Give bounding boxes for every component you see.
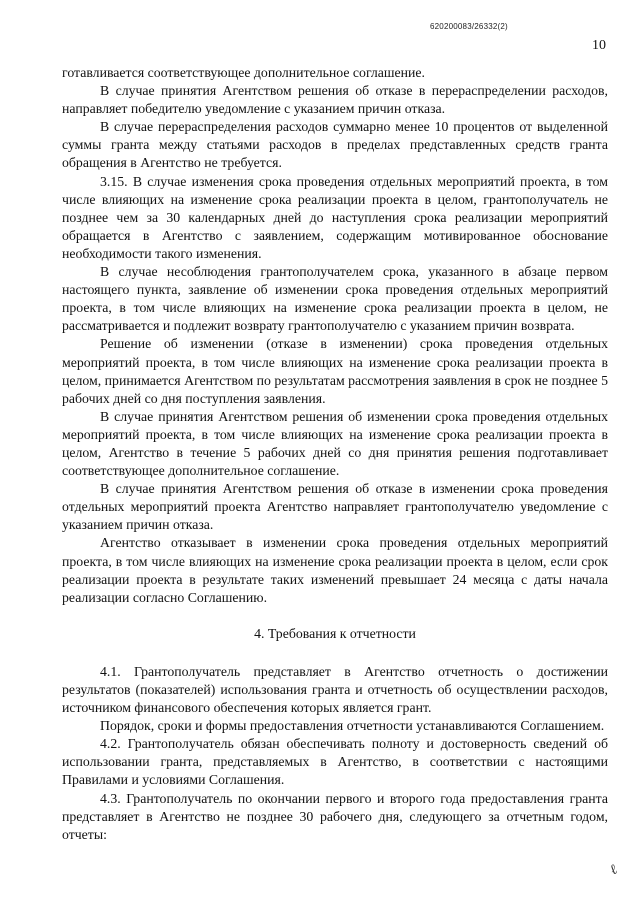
paragraph: Порядок, сроки и формы предоставления отчетности устанавливаются Соглашением.	[100, 718, 605, 734]
paragraph: В случае принятия Агентством решения об отказе в перераспределении расходов, направляет победителю уведомление с указанием причин отказа.	[62, 83, 608, 117]
section-heading: 4. Требования к отчетности	[254, 625, 416, 641]
paragraph: Агентство отказывает в изменении срока проведения отдельных мероприятий проекта, в том числе влияющих на изменение срока реализации проекта в целом, если срок реализации проекта в результате таких изменений превышает 24 месяца с даты начала реализации согласно Соглашению.	[62, 535, 608, 605]
page-number: 10	[592, 38, 606, 53]
handwritten-mark: ℓ	[607, 861, 621, 879]
paragraph: В случае принятия Агентством решения об отказе в изменении срока проведения отдельных мероприятий проекта Агентство направляет грантополучателю уведомление с указанием причин отказа.	[62, 481, 608, 533]
paragraph: В случае перераспределения расходов суммарно менее 10 процентов от выделенной суммы гранта между статьями расходов в пределах представленных средств гранта обращения в Агентство не требуется.	[62, 119, 608, 171]
paragraph: В случае принятия Агентством решения об изменении срока проведения отдельных мероприятий проекта, в том числе влияющих на изменение срока реализации проекта в целом, Агентство в течение 5 рабочих дней со дня принятия решения подготавливает соответствующее дополнительное соглашение.	[62, 408, 608, 479]
paragraph: готавливается соответствующее дополнительное соглашение.	[62, 65, 425, 80]
paragraph: Решение об изменении (отказе в изменении) срока проведения отдельных мероприятий проекта, в том числе влияющих на изменение срока реализации проекта в целом, принимается Агентством по результатам рассмотрения заявления в срок не позднее 5 рабочих дней со дня поступления заявления.	[62, 336, 608, 406]
paragraph-4-2: 4.2. Грантополучатель обязан обеспечивать полноту и достоверность сведений об использовании гранта, представляемых в Агентство, в соответствии с настоящими Правилами и условиями Соглашения.	[62, 736, 608, 788]
paragraph: В случае несоблюдения грантополучателем срока, указанного в абзаце первом настоящего пункта, заявление об изменении срока проведения отдельных мероприятий проекта, в том числе влияющих на изменение срока реализации проекта в целом, не рассматривается и подлежит возврату грантополучателю с указанием причин возврата.	[62, 264, 608, 334]
paragraph-4-1: 4.1. Грантополучатель представляет в Агентство отчетность о достижении результатов (показателей) использования гранта и отчетность об осуществлении расходов, источником финансового обеспечения которых является грант.	[62, 663, 608, 716]
document-code: 620200083/26332(2)	[430, 22, 508, 31]
paragraph-4-3: 4.3. Грантополучатель по окончании первого и второго года предоставления гранта представляет в Агентство не позднее 30 рабочего дня, следующего за отчетным годом, отчеты:	[62, 790, 608, 842]
paragraph-3-15: 3.15. В случае изменения срока проведения отдельных мероприятий проекта, в том числе влияющих на изменение срока реализации проекта в целом, грантополучатель не позднее чем за 30 календарных дней до наступления срока реализации мероприятий обращается в Агентство с заявлением, содержащим мотивированное обоснование необходимости такого изменения.	[62, 173, 608, 261]
document-body	[62, 64, 608, 844]
